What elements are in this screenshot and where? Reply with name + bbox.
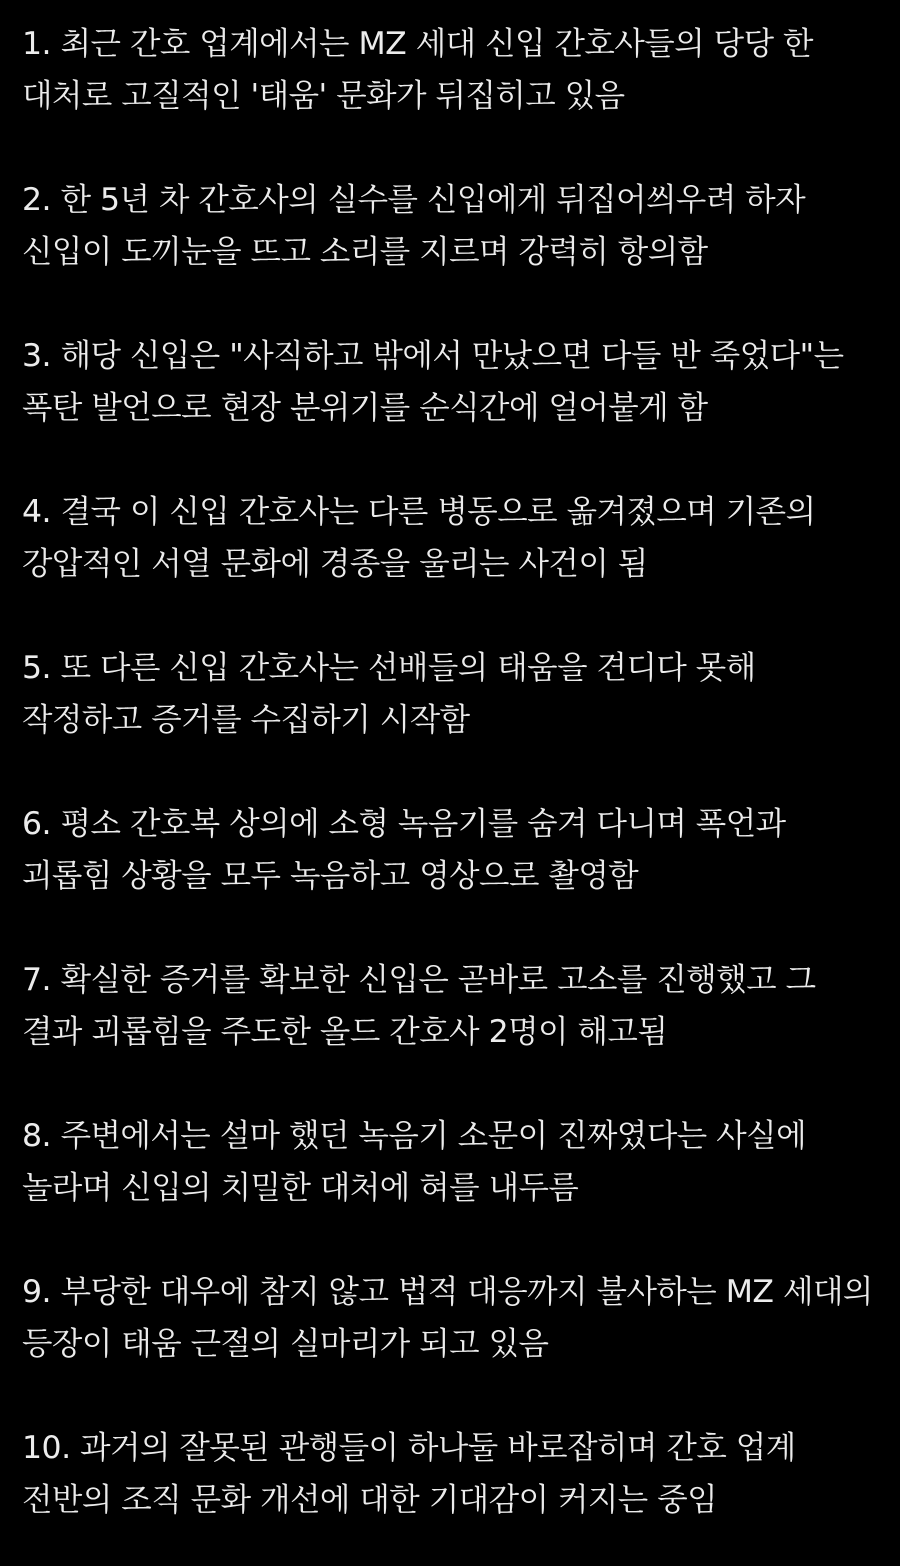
list-item-10: 10. 과거의 잘못된 관행들이 하나둘 바로잡히며 간호 업계 전반의 조직 문화 개선에 대한 기대감이 커지는 중임 xyxy=(22,1430,796,1518)
list-item-3: 3. 해당 신입은 "사직하고 밖에서 만났으면 다들 반 죽었다"는 폭탄 발언으로 현장 분위기를 순식간에 얼어붙게 함 xyxy=(22,338,844,426)
list-item-7: 7. 확실한 증거를 확보한 신입은 곧바로 고소를 진행했고 그 결과 괴롭힘을 주도한 올드 간호사 2명이 해고됨 xyxy=(22,962,816,1050)
list-item-4: 4. 결국 이 신입 간호사는 다른 병동으로 옮겨졌으며 기존의 강압적인 서열 문화에 경종을 울리는 사건이 됨 xyxy=(22,494,816,582)
list-item-5: 5. 또 다른 신입 간호사는 선배들의 태움을 견디다 못해 작정하고 증거를 수집하기 시작함 xyxy=(22,650,756,738)
list-item-6: 6. 평소 간호복 상의에 소형 녹음기를 숨겨 다니며 폭언과 괴롭힘 상황을 모두 녹음하고 영상으로 촬영함 xyxy=(22,806,786,894)
list-item-8: 8. 주변에서는 설마 했던 녹음기 소문이 진짜였다는 사실에 놀라며 신입의 치밀한 대처에 혀를 내두름 xyxy=(22,1118,807,1206)
list-item-1: 1. 최근 간호 업계에서는 MZ 세대 신입 간호사들의 당당 한 대처로 고질적인 '태움' 문화가 뒤집히고 있음 xyxy=(22,26,813,114)
numbered-list xyxy=(22,18,878,1526)
list-item-9: 9. 부당한 대우에 참지 않고 법적 대응까지 불사하는 MZ 세대의 등장이 태움 근절의 실마리가 되고 있음 xyxy=(22,1274,873,1362)
list-item-2: 2. 한 5년 차 간호사의 실수를 신입에게 뒤집어씌우려 하자 신입이 도끼눈을 뜨고 소리를 지르며 강력히 항의함 xyxy=(22,182,806,270)
